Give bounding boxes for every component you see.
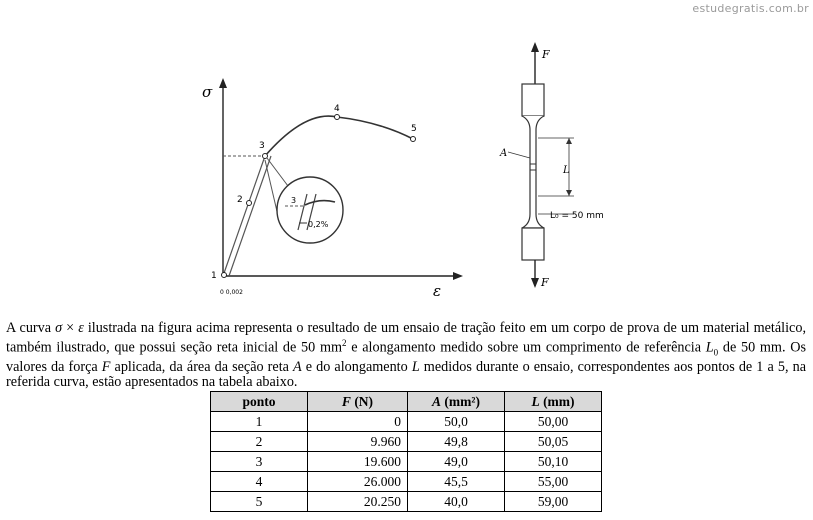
point-label-4: 4: [334, 104, 340, 114]
area-label: A: [500, 148, 508, 159]
table-row: [211, 472, 602, 492]
cell-ponto: 1: [211, 412, 308, 432]
cell-force: 0: [308, 412, 408, 432]
offset-line: [229, 156, 271, 276]
inset-point-label: 3: [291, 196, 297, 205]
cell-force: 9.960: [308, 432, 408, 452]
gauge-section: [522, 116, 544, 228]
watermark: estudegratis.com.br: [692, 2, 809, 15]
area-leader: [508, 152, 530, 158]
table-row: [211, 452, 602, 472]
cell-area: 45,5: [408, 472, 505, 492]
data-table: [210, 391, 602, 512]
header-ponto: ponto: [211, 392, 308, 412]
header-force: F (N): [308, 392, 408, 412]
specimen-figure: [490, 38, 630, 294]
x-tick-labels: 0 0,002: [220, 289, 243, 296]
data-table-wrap: [210, 391, 602, 512]
cell-length: 59,00: [505, 492, 602, 512]
inset-magnifier: [277, 177, 343, 243]
cell-force: 20.250: [308, 492, 408, 512]
inset-offset-label: 0,2%: [308, 220, 329, 229]
epsilon-label: ε: [433, 282, 442, 300]
force-bottom-label: F: [541, 276, 549, 289]
cell-ponto: 5: [211, 492, 308, 512]
ref-length-label: L₀ = 50 mm: [550, 211, 604, 221]
cell-force: 26.000: [308, 472, 408, 492]
header-area: A (mm²): [408, 392, 505, 412]
top-force-arrow: [531, 42, 539, 52]
cell-ponto: 4: [211, 472, 308, 492]
cell-ponto: 2: [211, 432, 308, 452]
cell-area: 49,0: [408, 452, 505, 472]
x-axis-arrow: [453, 272, 463, 280]
plastic-curve: [265, 116, 413, 156]
bottom-grip: [522, 228, 544, 260]
cell-area: 49,8: [408, 432, 505, 452]
L-dim-arrow-top: [566, 138, 572, 144]
curve-point-2: [247, 201, 252, 206]
length-label: L: [563, 165, 570, 176]
L-dim-arrow-bottom: [566, 190, 572, 196]
point-label-5: 5: [411, 124, 417, 134]
curve-point-4: [335, 115, 340, 120]
cell-length: 50,10: [505, 452, 602, 472]
problem-statement: A curva σ × ε ilustrada na figura acima representa o resultado de um ensaio de tração feito em um corpo de prova de um material metálico, também ilustrado, que possui seção reta inicial de 50 $mm^2$ e alongamento medido sobre um comprimento de referência $L_0$ de 50 mm. Os valores da força F aplicada, da área da seção reta A e do alongamento L medidos durante o ensaio, correspondentes aos pontos de 1 a 5, na referida curva, estão apresentados na tabela abaixo.: [6, 320, 806, 390]
curve-point-3: [263, 154, 268, 159]
table-row: [211, 412, 602, 432]
point-label-3: 3: [259, 141, 265, 151]
stress-strain-figure: [195, 70, 465, 300]
cell-length: 55,00: [505, 472, 602, 492]
table-header-row: [211, 392, 602, 412]
y-axis-arrow: [219, 78, 227, 88]
elastic-line: [223, 156, 265, 276]
cell-force: 19.600: [308, 452, 408, 472]
header-length: L (mm): [505, 392, 602, 412]
curve-point-1: [222, 273, 227, 278]
sigma-label: σ: [202, 83, 213, 101]
cell-ponto: 3: [211, 452, 308, 472]
bottom-force-arrow: [531, 278, 539, 288]
curve-point-5: [411, 137, 416, 142]
table-row: [211, 492, 602, 512]
point-label-1: 1: [211, 271, 217, 281]
table-row: [211, 432, 602, 452]
top-grip: [522, 84, 544, 116]
point-label-2: 2: [237, 195, 243, 205]
cell-length: 50,00: [505, 412, 602, 432]
cell-length: 50,05: [505, 432, 602, 452]
cell-area: 40,0: [408, 492, 505, 512]
cell-area: 50,0: [408, 412, 505, 432]
force-top-label: F: [542, 48, 550, 61]
